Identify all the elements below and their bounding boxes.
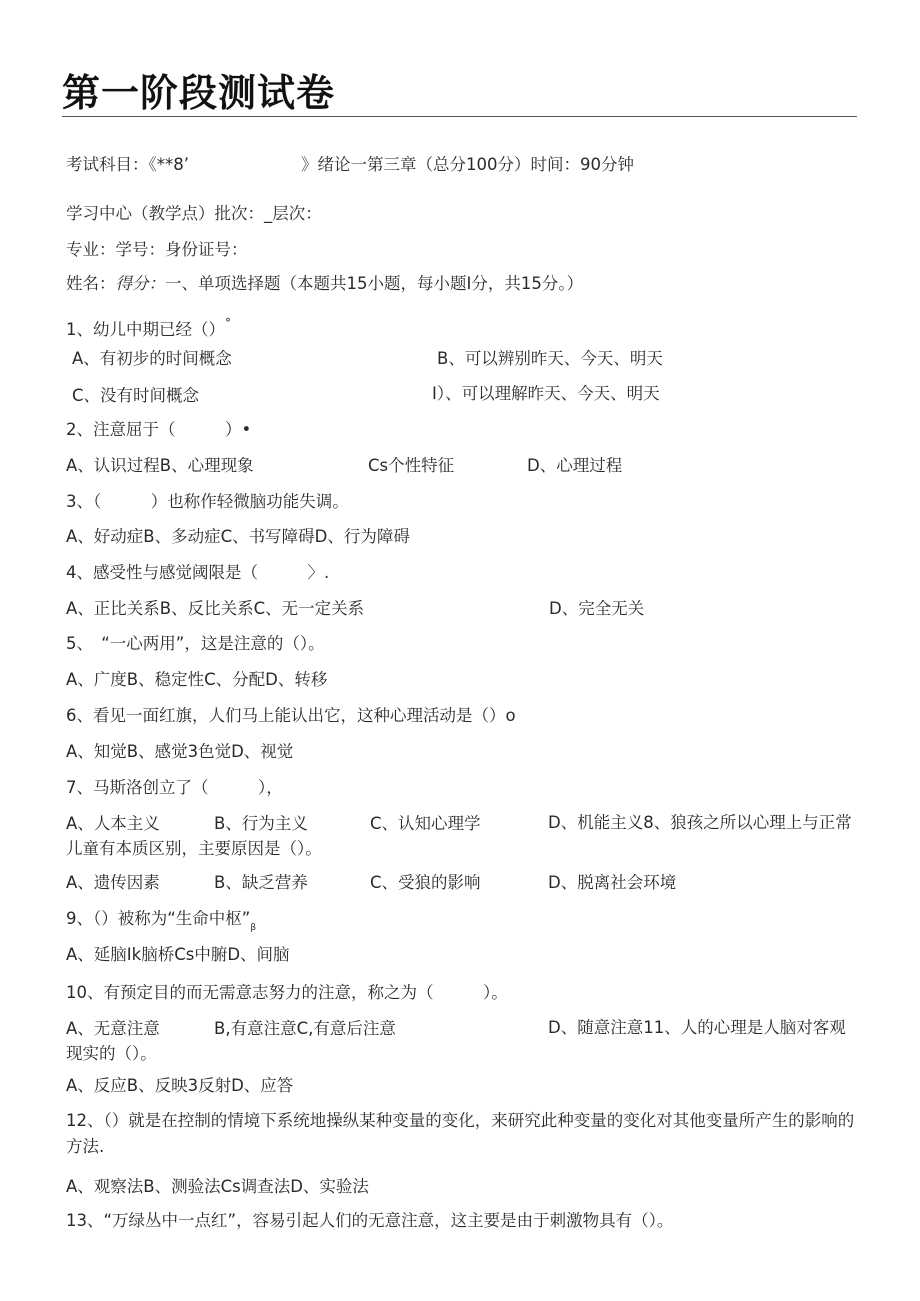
question-4-options-abc: A、正比关系B、反比关系C、无一定关系 [66,599,365,618]
question-5-stem: 5、 “一心两用”，这是注意的（）。 [66,634,325,653]
question-4-option-d: D、完全无关 [549,599,645,618]
exam-subject-line [66,153,634,177]
question-10-option-a: A、无意注意 [66,1019,160,1038]
question-1-option-b: B、可以辨别昨天、今天、明天 [437,349,663,368]
question-7-option-d-and-question-8-stem: D、机能主义8、狼孩之所以心理上与正常儿童有本质区别，主要原因是（）。 [66,813,852,858]
question-7-option-b: B、行为主义 [214,814,308,833]
name-score-line [66,272,583,296]
question-1-stem: 1、幼儿中期已经（）° [66,316,231,339]
learning-center-line: 学习中心（教学点）批次：_层次： [66,204,322,223]
question-8-option-d: D、脱离社会环境 [548,873,677,892]
question-2-stem: 2、注意屈于（ ）• [66,420,252,439]
question-8-option-c: C、受狼的影响 [370,873,481,892]
question-8-option-b: B、缺乏营养 [214,873,308,892]
question-12-options: A、观察法B、测验法Cs调查法D、实验法 [66,1177,369,1196]
question-7-option-a: A、人本主义 [66,814,160,833]
section-heading: 一、单项选择题（本题共15小题，每小题I分，共15分。） [165,274,584,293]
page-title: 第一阶段测试卷 [62,71,336,115]
subject-label: 考试科目：《**8’ [66,155,189,174]
question-10-stem: 10、有预定目的而无需意志努力的注意，称之为（ ）。 [66,983,508,1002]
question-10-options-bc: B,有意注意C,有意后注意 [214,1019,396,1038]
question-1-option-a: A、有初步的时间概念 [72,349,232,368]
subject-rest: 》绪论一第三章（总分100分）时间：90分钟 [301,155,634,174]
question-5-options: A、广度B、稳定性C、分配D、转移 [66,670,328,689]
question-6-stem: 6、看见一面红旗，人们马上能认出它，这种心理活动是（）o [66,706,516,725]
question-2-option-d: D、心理过程 [527,456,623,475]
stray-mark: ° [225,316,231,330]
question-8-option-a: A、遗传因素 [66,873,160,892]
question-7-option-c: C、认知心理学 [370,814,481,833]
question-6-options: A、知觉B、感觉3色觉D、视觉 [66,742,294,761]
question-9-stem: 9、（）被称为“生命中枢$”_\beta$ [66,909,257,933]
major-line: 专业：学号：身份证号： [66,240,248,259]
score-label: 得分： [115,274,165,293]
question-12-stem: 12、（）就是在控制的情境下系统地操纵某种变量的变化，来研究此种变量的变化对其他变量所产生的影响的方法. [66,1111,855,1156]
question-7-stem: 7、马斯洛创立了（ ）， [66,778,283,797]
title-divider [62,116,857,117]
question-3-options: A、好动症B、多动症C、书写障碍D、行为障碍 [66,527,410,546]
question-2-options-ab: A、认识过程B、心理现象 [66,456,254,475]
question-13-stem: 13、“万绿丛中一点红”，容易引起人们的无意注意，这主要是由于刺激物具有（）。 [66,1211,674,1230]
stray-mark: β [250,923,257,933]
question-4-stem: 4、感受性与感觉阈限是（ 〉. [66,563,330,582]
name-label: 姓名： [66,274,116,293]
question-1-option-c: C、没有时间概念 [72,386,200,405]
question-10-option-d-and-question-11-stem: D、随意注意11、人的心理是人脑对客观现实的（）。 [66,1018,846,1063]
question-1-option-d: I）、可以理解昨天、今天、明天 [432,384,660,403]
question-9-options: A、延脑Ik脑桥Cs中腑D、间脑 [66,945,290,964]
question-11-options: A、反应B、反映3反射D、应答 [66,1076,294,1095]
question-3-stem: 3、（ ）也称作轻微脑功能失调。 [66,492,349,511]
question-2-option-c: Cs个性特征 [368,456,455,475]
